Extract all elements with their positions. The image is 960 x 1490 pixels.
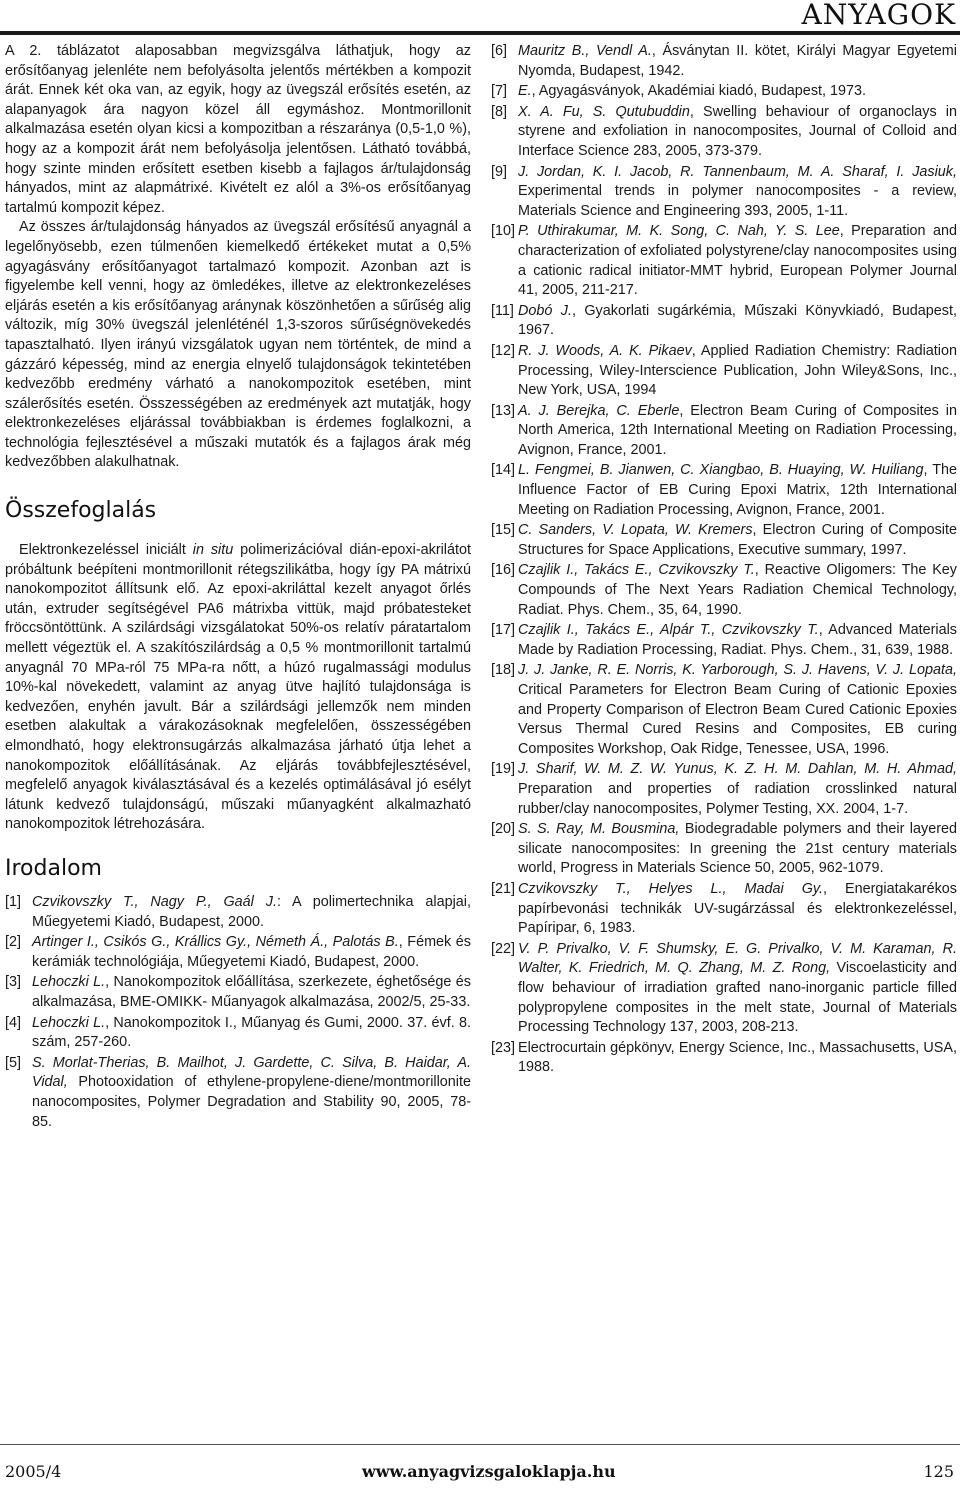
summary-heading: Összefoglalás: [5, 498, 157, 524]
reference-text: , Energiatakarékos papírbevonási technikák UV-sugárzással és elektronkezeléssel, Papíripar, 6, 1983.: [518, 880, 957, 937]
reference-number: [9]: [491, 163, 507, 180]
reference-number: [18]: [491, 662, 516, 679]
summary-text-b: polimerizációval dián-epoxi-akrilátot próbáltunk beépíteni montmorillonit rétegszilikátba, hogy így PA mátrixú nanokompozitot állítsunk elő. Az epoxi-akriláttal kezelt anyagot őrlés után, extruder segítségével PA6 mátrixba vittük, majd próbatesteket fröccsöntöttünk. A szilárdsági vizsgálatokat 50%-os relatív páratartalom mellett végeztük el. A szakítószilárdság a 0,5 % montmorillonit tartalmú anyagnál 70 MPa-ról 75 MPa-ra nőtt, a húzó rugalmassági modulus 10%-kal növekedett, valamint az anyag ütve hajlító tulajdonsága is kedvezően, enyhén javult. Bár a szilárdsági jellemzők nem minden esetben alakultak a várakozásoknak megfelelően, összességében elmondható, hogy elektronsugárzás alkalmazása járható útja lehet a nanokompozitok előállításának. Az eljárás továbbfejlesztésével, megfelelő anyagok kiválasztásával és a kezelés optimálásával jó esélyt látunk kedvező tulajdonságú, műszaki műanyagként alkalmazható nanokompozitok létrehozására.: [5, 542, 472, 833]
reference-text: Experimental trends in polymer nanocomposites - a review, Materials Science and Engineering 393, 2005, 1-11.: [518, 183, 957, 219]
reference-item: [5, 933, 471, 972]
reference-number: [15]: [491, 522, 516, 539]
reference-number: [3]: [5, 974, 21, 991]
reference-list-right: [491, 42, 957, 1078]
reference-text: , Reactive Oligomers: The Key Compounds of The Next Years Radiation Chemical Technology, Radiat. Phys. Chem., 35, 64, 1990.: [518, 562, 957, 618]
reference-authors: E.: [518, 83, 532, 100]
reference-authors: Dobó J.: [518, 302, 572, 319]
reference-number: [8]: [491, 103, 507, 120]
reference-item: [491, 661, 957, 759]
journal-brand: ANYAGOK: [801, 0, 956, 31]
reference-item: [491, 163, 957, 222]
body-paragraph-1: A 2. táblázatot alaposabban megvizsgálva láthatjuk, hogy az erősítőanyag jelenléte nem befolyásolta jelentős mértékben a kompozit árát. Ennek két oka van, az egyik, hogy az üvegszál erősítés esetén, az alapanyagok ára nagyon közel áll egymáshoz. Montmorillonit alkalmazása esetén olyan kicsi a kompozitban a részaránya (0,5-1,0 %), hogy az a kompozit árát nem befolyásolja jelentősen. Látható továbbá, hogy szinte minden erősített esetben kisebb a fajlagos ár/tulajdonság hányados, mint az alapmátrixé. Kivételt ez alól a 3%-os erősítőanyag tartalmú kompozit képez.: [5, 43, 471, 216]
reference-number: [12]: [491, 342, 516, 359]
reference-text: Electrocurtain gépkönyv, Energy Science, Inc., Massachusetts, USA, 1988.: [518, 1039, 957, 1076]
reference-authors: J. Jordan, K. I. Jacob, R. Tannenbaum, M. A. Sharaf, I. Jasiuk,: [518, 163, 957, 180]
reference-text: , Nanokompozitok előállítása, szerkezete, éghetősége és alkalmazása, BME-OMIKK- Műanyagok alkalmazása, 2002/5, 25-33.: [32, 974, 471, 1010]
left-column: [5, 42, 471, 1133]
reference-authors: V. P. Privalko, V. F. Shumsky, E. G. Privalko, V. M. Karaman, R. Walter, K. Friedrich, M. Q. Zhang, M. Z. Rong,: [518, 940, 957, 977]
reference-item: [491, 880, 957, 939]
reference-authors: Lehoczki L.: [32, 1014, 106, 1031]
reference-number: [17]: [491, 622, 516, 639]
reference-text: Photooxidation of ethylene-propylene-diene/montmorillonite nanocomposites, Polymer Degradation and Stability 90, 2005, 78-85.: [32, 1074, 471, 1130]
reference-item: [491, 222, 957, 300]
reference-authors: L. Fengmei, B. Jianwen, C. Xiangbao, B. Huaying, W. Huiliang: [518, 462, 924, 479]
reference-number: [19]: [491, 761, 516, 778]
footer-rule: [0, 1444, 960, 1445]
reference-authors: S. S. Ray, M. Bousmina,: [518, 821, 680, 838]
summary-text-italic: in situ: [192, 542, 234, 559]
reference-text: , Electron Curing of Composite Structures for Space Applications, Executive summary, 1997.: [518, 522, 957, 558]
reference-number: [23]: [491, 1039, 516, 1056]
reference-item: [491, 820, 957, 879]
reference-item: [491, 82, 957, 102]
reference-text: , Fémek és kerámiák technológiája, Műegyetemi Kiadó, Budapest, 2000.: [32, 934, 471, 970]
reference-text: , Agyagásványok, Akadémiai kiadó, Budapest, 1973.: [531, 83, 867, 100]
reference-item: [491, 1039, 957, 1078]
reference-item: [491, 42, 957, 81]
reference-number: [22]: [491, 940, 516, 957]
reference-authors: P. Uthirakumar, M. K. Song, C. Nah, Y. S. Lee: [518, 223, 840, 240]
reference-item: [491, 521, 957, 560]
summary-text-a: Elektronkezeléssel iniciált: [19, 542, 193, 559]
reference-text: , Nanokompozitok I., Műanyag és Gumi, 2000. 37. évf. 8. szám, 257-260.: [32, 1014, 472, 1051]
reference-authors: J. Sharif, W. M. Z. W. Yunus, K. Z. H. M. Dahlan, M. H. Ahmad,: [518, 761, 957, 778]
reference-text: , Gyakorlati sugárkémia, Műszaki Könyvkiadó, Budapest, 1967.: [518, 302, 957, 339]
reference-authors: A. J. Berejka, C. Eberle: [518, 402, 680, 419]
reference-text: , Advanced Materials Made by Radiation Processing, Radiat. Phys. Chem., 31, 639, 1988.: [518, 622, 957, 658]
reference-number: [1]: [5, 893, 21, 910]
reference-authors: Czajlik I., Takács E., Czvikovszky T.: [518, 562, 755, 579]
reference-authors: Czajlik I., Takács E., Alpár T., Czvikovszky T.: [518, 622, 819, 639]
reference-item: [5, 973, 471, 1012]
reference-text: Critical Parameters for Electron Beam Curing of Cationic Epoxies and Property Comparison of Electron Beam Cured Cationic Epoxies Versus Thermal Cured Resins and Composites, EB curing Composites Workshop, Oak Ridge, Tenessee, USA, 1996.: [518, 682, 957, 757]
reference-authors: C. Sanders, V. Lopata, W. Kremers: [518, 522, 753, 539]
reference-item: [491, 302, 957, 341]
summary-paragraph: [5, 541, 471, 835]
right-column: [491, 42, 957, 1079]
reference-number: [11]: [491, 302, 514, 319]
reference-item: [5, 893, 471, 932]
reference-authors: Artinger I., Csikós G., Krállics Gy., Németh Á., Palotás B.: [32, 934, 399, 951]
references-heading: Irodalom: [5, 855, 102, 881]
reference-authors: Czvikovszky T., Nagy P., Gaál J.: [32, 893, 277, 910]
reference-item: [491, 342, 957, 401]
reference-text: , Preparation and characterization of exfoliated polystyrene/clay nanocomposites using a cationic radical initiator-MMT hybrid, European Polymer Journal 41, 2005, 211-217.: [518, 223, 957, 299]
page-number: 125: [923, 1462, 954, 1481]
reference-authors: Lehoczki L.: [32, 974, 106, 991]
reference-number: [21]: [491, 880, 516, 897]
reference-number: [20]: [491, 821, 516, 838]
reference-item: [5, 1014, 471, 1053]
reference-text: , Applied Radiation Chemistry: Radiation Processing, Wiley-Interscience Publication, John Wiley&Sons, Inc., New York, USA, 1994: [518, 342, 957, 399]
reference-item: [5, 1054, 471, 1132]
reference-text: , The Influence Factor of EB Curing Epoxi Matrix, 12th International Meeting on Radiation Processing, Avignon, France, 2001.: [518, 462, 957, 518]
reference-text: , Ásványtan II. kötet, Királyi Magyar Egyetemi Nyomda, Budapest, 1942.: [518, 43, 957, 79]
reference-number: [2]: [5, 934, 21, 951]
reference-text: , Electron Beam Curing of Composites in North America, 12th International Meeting on Radiation Processing, Avignon, France, 2001.: [518, 402, 957, 458]
reference-number: [10]: [491, 223, 516, 240]
reference-authors: Czvikovszky T., Helyes L., Madai Gy.: [518, 880, 824, 897]
reference-number: [14]: [491, 462, 516, 479]
reference-authors: X. A. Fu, S. Qutubuddin: [518, 103, 690, 120]
reference-authors: R. J. Woods, A. K. Pikaev: [518, 342, 692, 359]
reference-text: : A polimertechnika alapjai, Műegyetemi Kiadó, Budapest, 2000.: [32, 893, 471, 930]
reference-number: [4]: [5, 1014, 21, 1031]
reference-number: [13]: [491, 402, 516, 419]
reference-number: [6]: [491, 43, 507, 59]
reference-list-left: [5, 893, 471, 1132]
issue-number: 2005/4: [5, 1462, 62, 1481]
reference-item: [491, 461, 957, 520]
reference-item: [491, 940, 957, 1038]
reference-number: [5]: [5, 1054, 21, 1071]
website-url: www.anyagvizsgaloklapja.hu: [362, 1462, 616, 1481]
reference-item: [491, 760, 957, 819]
reference-text: Viscoelasticity and flow behaviour of irradiation grafted nano-inorganic particle filled polypropylene composites in the melt state, Journal of Materials Processing Technology 137, 2003, 208-213.: [518, 960, 958, 1036]
reference-item: [491, 621, 957, 660]
reference-text: Preparation and properties of radiation crosslinked natural rubber/clay nanocomposites, Polymer Testing, XX. 2004, 1-7.: [518, 780, 957, 817]
reference-number: [16]: [491, 562, 516, 579]
reference-text: Biodegradable polymers and their layered silicate nanocomposites: In greening the 21st century materials world, Progress in Materials Science 50, 2005, 962-1079.: [518, 821, 958, 877]
reference-authors: S. Morlat-Therias, B. Mailhot, J. Gardette, C. Silva, B. Haidar, A. Vidal,: [32, 1054, 471, 1091]
body-paragraph-2: Az összes ár/tulajdonság hányados az üvegszál erősítésű anyagnál a legelőnyösebb, ezen túlmenően kiemelkedő értékeket mutat a 0,5% agyagásvány erősítőanyagot tartalmazó kompozit. Azonban azt is figyelembe kell venni, hogy az ömledékes, illetve az elektronkezeléses eljárás esetén a kis erősítőanyag aránynak köszönhetően a sűrűség alig változik, míg 30% üvegszál jelenléténél 1,3-szoros sűrűségnövekedés tapasztalható. Ilyen irányú vizsgálatok ugyan nem történtek, de mind a gázzáró képesség, mind az energia elnyelő tulajdonságok tekintetében kedvezőbb eredmény várható a nanokompozitok esetében, mint szálerősítés esetén. Összességében az eredmények azt mutatják, hogy elektronkezeléses eljárással továbbiakban is érdemes foglalkozni, a technológia fejlesztésével a műszaki mutatók és a fajlagos árak még kedvezőbben alakulhatnak.: [5, 219, 471, 471]
reference-authors: J. J. Janke, R. E. Norris, K. Yarborough, S. J. Havens, V. J. Lopata,: [518, 662, 957, 679]
reference-text: , Swelling behaviour of organoclays in styrene and exfoliation in nanocomposites, Journal of Colloid and Interface Science 283, 2005, 373-379.: [518, 103, 958, 159]
header-rule: [0, 31, 960, 35]
reference-item: [491, 103, 957, 162]
reference-authors: Mauritz B., Vendl A.: [518, 43, 652, 59]
reference-item: [491, 402, 957, 461]
reference-number: [7]: [491, 83, 507, 100]
reference-item: [491, 561, 957, 620]
